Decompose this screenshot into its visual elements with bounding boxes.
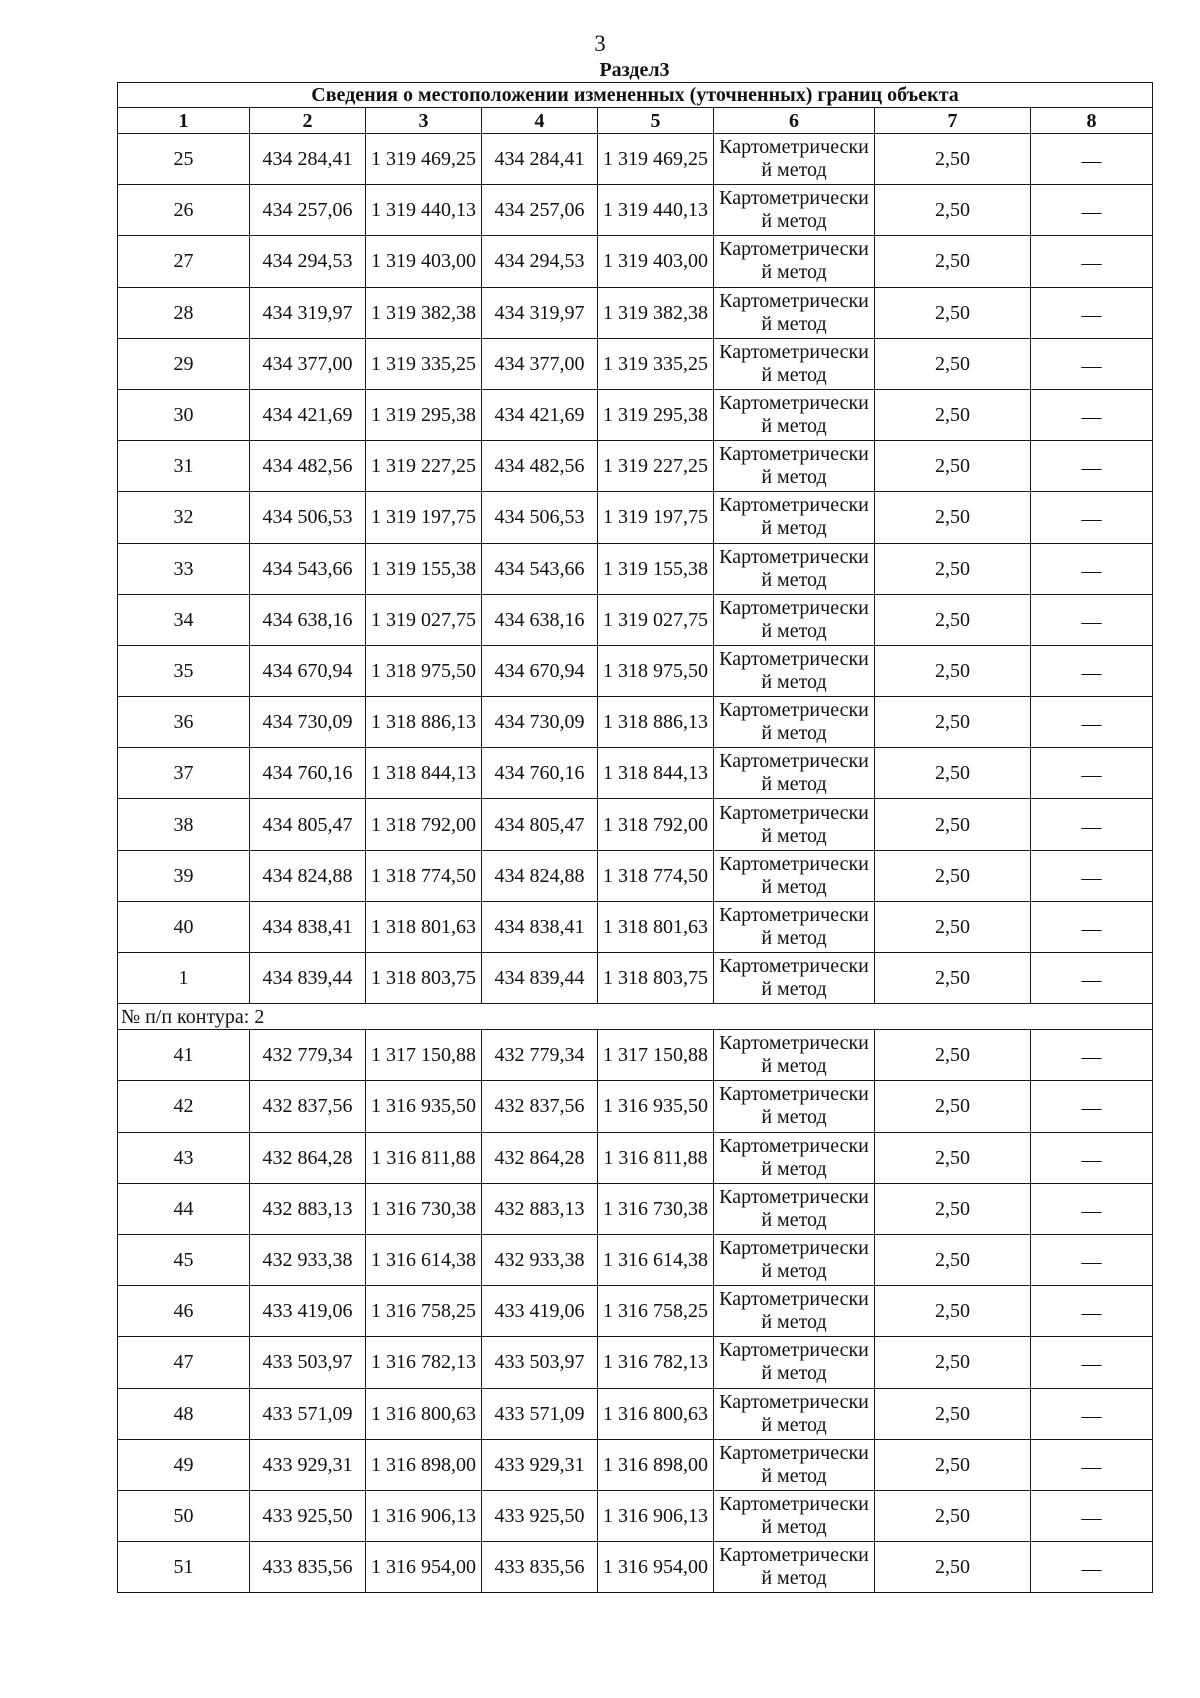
point-number-cell: 27 [118,236,250,287]
refined-x-cell: 434 482,56 [482,441,598,492]
refined-y-cell: 1 316 614,38 [598,1234,714,1285]
existing-y-cell: 1 319 295,38 [366,389,482,440]
description-cell: — [1031,236,1153,287]
accuracy-cell: 2,50 [875,236,1031,287]
description-cell: — [1031,492,1153,543]
refined-x-cell: 433 835,56 [482,1542,598,1593]
point-number-cell: 29 [118,338,250,389]
refined-x-cell: 434 760,16 [482,748,598,799]
description-cell: — [1031,1490,1153,1541]
point-number-cell: 1 [118,953,250,1004]
refined-y-cell: 1 316 906,13 [598,1490,714,1541]
description-cell: — [1031,1286,1153,1337]
existing-y-cell: 1 316 954,00 [366,1542,482,1593]
column-header-4: 4 [482,108,598,134]
existing-y-cell: 1 316 800,63 [366,1388,482,1439]
method-cell: Картометрически й метод [714,236,875,287]
description-cell: — [1031,901,1153,952]
method-cell: Картометрически й метод [714,134,875,185]
column-header-8: 8 [1031,108,1153,134]
method-cell: Картометрически й метод [714,1030,875,1081]
point-number-cell: 31 [118,441,250,492]
point-number-cell: 43 [118,1132,250,1183]
method-cell: Картометрически й метод [714,901,875,952]
existing-y-cell: 1 318 792,00 [366,799,482,850]
refined-x-cell: 434 319,97 [482,287,598,338]
point-number-cell: 35 [118,645,250,696]
point-number-cell: 25 [118,134,250,185]
accuracy-cell: 2,50 [875,1439,1031,1490]
description-cell: — [1031,389,1153,440]
existing-y-cell: 1 318 774,50 [366,850,482,901]
existing-x-cell: 432 883,13 [250,1183,366,1234]
accuracy-cell: 2,50 [875,645,1031,696]
existing-x-cell: 432 779,34 [250,1030,366,1081]
description-cell: — [1031,1183,1153,1234]
table-title: Сведения о местоположении измененных (уточненных) границ объекта [118,83,1153,108]
description-cell: — [1031,594,1153,645]
existing-y-cell: 1 316 935,50 [366,1081,482,1132]
table-row [118,492,1153,543]
existing-x-cell: 433 419,06 [250,1286,366,1337]
refined-x-cell: 434 638,16 [482,594,598,645]
point-number-cell: 30 [118,389,250,440]
boundary-coordinates-table [117,82,1153,1593]
table-row [118,1439,1153,1490]
existing-y-cell: 1 319 227,25 [366,441,482,492]
refined-x-cell: 432 779,34 [482,1030,598,1081]
existing-x-cell: 433 835,56 [250,1542,366,1593]
accuracy-cell: 2,50 [875,134,1031,185]
existing-y-cell: 1 319 335,25 [366,338,482,389]
method-cell: Картометрически й метод [714,1542,875,1593]
table-row [118,441,1153,492]
refined-x-cell: 434 284,41 [482,134,598,185]
method-cell: Картометрически й метод [714,850,875,901]
existing-y-cell: 1 319 469,25 [366,134,482,185]
description-cell: — [1031,1337,1153,1388]
refined-y-cell: 1 317 150,88 [598,1030,714,1081]
accuracy-cell: 2,50 [875,1286,1031,1337]
refined-x-cell: 432 864,28 [482,1132,598,1183]
refined-y-cell: 1 318 792,00 [598,799,714,850]
column-header-7: 7 [875,108,1031,134]
table-row [118,1183,1153,1234]
refined-y-cell: 1 316 811,88 [598,1132,714,1183]
refined-y-cell: 1 319 295,38 [598,389,714,440]
table-row [118,1081,1153,1132]
method-cell: Картометрически й метод [714,1439,875,1490]
existing-x-cell: 434 760,16 [250,748,366,799]
method-cell: Картометрически й метод [714,1234,875,1285]
description-cell: — [1031,1081,1153,1132]
point-number-cell: 45 [118,1234,250,1285]
description-cell: — [1031,799,1153,850]
method-cell: Картометрически й метод [714,1286,875,1337]
point-number-cell: 50 [118,1490,250,1541]
point-number-cell: 28 [118,287,250,338]
method-cell: Картометрически й метод [714,799,875,850]
table-row [118,338,1153,389]
method-cell: Картометрически й метод [714,1132,875,1183]
refined-y-cell: 1 318 975,50 [598,645,714,696]
existing-x-cell: 434 319,97 [250,287,366,338]
table-row [118,1388,1153,1439]
existing-y-cell: 1 318 886,13 [366,697,482,748]
existing-y-cell: 1 319 155,38 [366,543,482,594]
section-title: Раздел3 [599,59,670,81]
accuracy-cell: 2,50 [875,594,1031,645]
description-cell: — [1031,850,1153,901]
refined-y-cell: 1 318 844,13 [598,748,714,799]
method-cell: Картометрически й метод [714,287,875,338]
refined-y-cell: 1 316 898,00 [598,1439,714,1490]
description-cell: — [1031,1439,1153,1490]
accuracy-cell: 2,50 [875,799,1031,850]
column-header-5: 5 [598,108,714,134]
accuracy-cell: 2,50 [875,1183,1031,1234]
accuracy-cell: 2,50 [875,185,1031,236]
table-row [118,543,1153,594]
description-cell: — [1031,1388,1153,1439]
refined-y-cell: 1 316 758,25 [598,1286,714,1337]
accuracy-cell: 2,50 [875,1132,1031,1183]
accuracy-cell: 2,50 [875,850,1031,901]
refined-y-cell: 1 318 801,63 [598,901,714,952]
method-cell: Картометрически й метод [714,492,875,543]
refined-y-cell: 1 319 382,38 [598,287,714,338]
table-header [118,83,1153,134]
table-row [118,901,1153,952]
point-number-cell: 40 [118,901,250,952]
existing-y-cell: 1 316 906,13 [366,1490,482,1541]
existing-x-cell: 434 543,66 [250,543,366,594]
refined-y-cell: 1 318 886,13 [598,697,714,748]
refined-y-cell: 1 316 730,38 [598,1183,714,1234]
method-cell: Картометрически й метод [714,594,875,645]
existing-y-cell: 1 317 150,88 [366,1030,482,1081]
table-row [118,1542,1153,1593]
point-number-cell: 34 [118,594,250,645]
method-cell: Картометрически й метод [714,543,875,594]
existing-x-cell: 434 824,88 [250,850,366,901]
existing-x-cell: 434 839,44 [250,953,366,1004]
existing-x-cell: 433 571,09 [250,1388,366,1439]
table-row [118,134,1153,185]
refined-x-cell: 433 503,97 [482,1337,598,1388]
table-title-row [118,83,1153,108]
existing-y-cell: 1 316 811,88 [366,1132,482,1183]
existing-x-cell: 434 805,47 [250,799,366,850]
existing-y-cell: 1 316 730,38 [366,1183,482,1234]
existing-x-cell: 432 837,56 [250,1081,366,1132]
refined-y-cell: 1 316 800,63 [598,1388,714,1439]
point-number-cell: 38 [118,799,250,850]
method-cell: Картометрически й метод [714,953,875,1004]
method-cell: Картометрически й метод [714,185,875,236]
refined-x-cell: 433 419,06 [482,1286,598,1337]
table-row [118,1490,1153,1541]
table-row [118,1286,1153,1337]
existing-y-cell: 1 316 898,00 [366,1439,482,1490]
method-cell: Картометрически й метод [714,1388,875,1439]
column-header-1: 1 [118,108,250,134]
description-cell: — [1031,697,1153,748]
description-cell: — [1031,287,1153,338]
existing-x-cell: 433 503,97 [250,1337,366,1388]
existing-x-cell: 434 838,41 [250,901,366,952]
accuracy-cell: 2,50 [875,1030,1031,1081]
page-number: 3 [594,31,606,56]
column-header-6: 6 [714,108,875,134]
method-cell: Картометрически й метод [714,1081,875,1132]
refined-y-cell: 1 316 935,50 [598,1081,714,1132]
existing-x-cell: 434 377,00 [250,338,366,389]
table-row [118,594,1153,645]
existing-x-cell: 434 730,09 [250,697,366,748]
table-body [118,134,1153,1593]
method-cell: Картометрически й метод [714,1337,875,1388]
table-row [118,236,1153,287]
refined-x-cell: 433 925,50 [482,1490,598,1541]
point-number-cell: 42 [118,1081,250,1132]
method-cell: Картометрически й метод [714,645,875,696]
existing-y-cell: 1 319 440,13 [366,185,482,236]
existing-y-cell: 1 318 803,75 [366,953,482,1004]
refined-x-cell: 432 883,13 [482,1183,598,1234]
existing-x-cell: 433 929,31 [250,1439,366,1490]
existing-x-cell: 432 864,28 [250,1132,366,1183]
existing-x-cell: 434 284,41 [250,134,366,185]
point-number-cell: 39 [118,850,250,901]
column-header-row [118,108,1153,134]
point-number-cell: 33 [118,543,250,594]
refined-x-cell: 432 933,38 [482,1234,598,1285]
description-cell: — [1031,748,1153,799]
point-number-cell: 41 [118,1030,250,1081]
accuracy-cell: 2,50 [875,901,1031,952]
accuracy-cell: 2,50 [875,441,1031,492]
existing-x-cell: 434 670,94 [250,645,366,696]
table-row [118,697,1153,748]
point-number-cell: 47 [118,1337,250,1388]
accuracy-cell: 2,50 [875,1081,1031,1132]
table-row [118,850,1153,901]
method-cell: Картометрически й метод [714,389,875,440]
point-number-cell: 32 [118,492,250,543]
refined-y-cell: 1 319 440,13 [598,185,714,236]
table-row [118,287,1153,338]
existing-y-cell: 1 316 758,25 [366,1286,482,1337]
contour-label-row [118,1004,1153,1030]
refined-y-cell: 1 316 782,13 [598,1337,714,1388]
accuracy-cell: 2,50 [875,1542,1031,1593]
existing-x-cell: 433 925,50 [250,1490,366,1541]
refined-x-cell: 434 839,44 [482,953,598,1004]
point-number-cell: 26 [118,185,250,236]
table-row [118,1030,1153,1081]
table-row [118,748,1153,799]
existing-x-cell: 432 933,38 [250,1234,366,1285]
existing-y-cell: 1 319 027,75 [366,594,482,645]
accuracy-cell: 2,50 [875,1337,1031,1388]
accuracy-cell: 2,50 [875,543,1031,594]
existing-y-cell: 1 318 844,13 [366,748,482,799]
refined-x-cell: 434 257,06 [482,185,598,236]
description-cell: — [1031,1542,1153,1593]
refined-x-cell: 434 730,09 [482,697,598,748]
existing-y-cell: 1 318 975,50 [366,645,482,696]
point-number-cell: 48 [118,1388,250,1439]
method-cell: Картометрически й метод [714,1490,875,1541]
description-cell: — [1031,645,1153,696]
accuracy-cell: 2,50 [875,748,1031,799]
description-cell: — [1031,134,1153,185]
description-cell: — [1031,1234,1153,1285]
existing-x-cell: 434 482,56 [250,441,366,492]
point-number-cell: 36 [118,697,250,748]
accuracy-cell: 2,50 [875,953,1031,1004]
point-number-cell: 51 [118,1542,250,1593]
description-cell: — [1031,1132,1153,1183]
existing-y-cell: 1 316 782,13 [366,1337,482,1388]
refined-x-cell: 434 838,41 [482,901,598,952]
existing-x-cell: 434 421,69 [250,389,366,440]
column-header-3: 3 [366,108,482,134]
table-row [118,1132,1153,1183]
accuracy-cell: 2,50 [875,697,1031,748]
accuracy-cell: 2,50 [875,338,1031,389]
refined-x-cell: 434 506,53 [482,492,598,543]
accuracy-cell: 2,50 [875,492,1031,543]
existing-y-cell: 1 319 403,00 [366,236,482,287]
existing-y-cell: 1 316 614,38 [366,1234,482,1285]
method-cell: Картометрически й метод [714,441,875,492]
method-cell: Картометрически й метод [714,748,875,799]
refined-x-cell: 434 377,00 [482,338,598,389]
refined-y-cell: 1 316 954,00 [598,1542,714,1593]
description-cell: — [1031,441,1153,492]
refined-y-cell: 1 319 469,25 [598,134,714,185]
refined-x-cell: 434 824,88 [482,850,598,901]
existing-y-cell: 1 319 382,38 [366,287,482,338]
existing-x-cell: 434 506,53 [250,492,366,543]
refined-y-cell: 1 319 227,25 [598,441,714,492]
refined-x-cell: 433 929,31 [482,1439,598,1490]
refined-x-cell: 434 543,66 [482,543,598,594]
refined-x-cell: 432 837,56 [482,1081,598,1132]
contour-label: № п/п контура: 2 [118,1004,1153,1030]
method-cell: Картометрически й метод [714,338,875,389]
point-number-cell: 44 [118,1183,250,1234]
accuracy-cell: 2,50 [875,1490,1031,1541]
table-row [118,799,1153,850]
refined-y-cell: 1 319 335,25 [598,338,714,389]
refined-y-cell: 1 318 803,75 [598,953,714,1004]
column-header-2: 2 [250,108,366,134]
description-cell: — [1031,338,1153,389]
point-number-cell: 49 [118,1439,250,1490]
existing-x-cell: 434 294,53 [250,236,366,287]
table-row [118,389,1153,440]
existing-x-cell: 434 638,16 [250,594,366,645]
point-number-cell: 46 [118,1286,250,1337]
refined-x-cell: 434 421,69 [482,389,598,440]
refined-y-cell: 1 319 403,00 [598,236,714,287]
accuracy-cell: 2,50 [875,389,1031,440]
refined-x-cell: 434 805,47 [482,799,598,850]
description-cell: — [1031,953,1153,1004]
existing-y-cell: 1 319 197,75 [366,492,482,543]
method-cell: Картометрически й метод [714,1183,875,1234]
table-row [118,1337,1153,1388]
refined-x-cell: 433 571,09 [482,1388,598,1439]
existing-x-cell: 434 257,06 [250,185,366,236]
table-row [118,185,1153,236]
refined-x-cell: 434 294,53 [482,236,598,287]
accuracy-cell: 2,50 [875,1388,1031,1439]
accuracy-cell: 2,50 [875,1234,1031,1285]
existing-y-cell: 1 318 801,63 [366,901,482,952]
refined-y-cell: 1 319 155,38 [598,543,714,594]
refined-y-cell: 1 319 197,75 [598,492,714,543]
table-row [118,645,1153,696]
point-number-cell: 37 [118,748,250,799]
accuracy-cell: 2,50 [875,287,1031,338]
refined-x-cell: 434 670,94 [482,645,598,696]
method-cell: Картометрически й метод [714,697,875,748]
description-cell: — [1031,185,1153,236]
refined-y-cell: 1 318 774,50 [598,850,714,901]
description-cell: — [1031,543,1153,594]
table-row [118,953,1153,1004]
description-cell: — [1031,1030,1153,1081]
refined-y-cell: 1 319 027,75 [598,594,714,645]
table-row [118,1234,1153,1285]
